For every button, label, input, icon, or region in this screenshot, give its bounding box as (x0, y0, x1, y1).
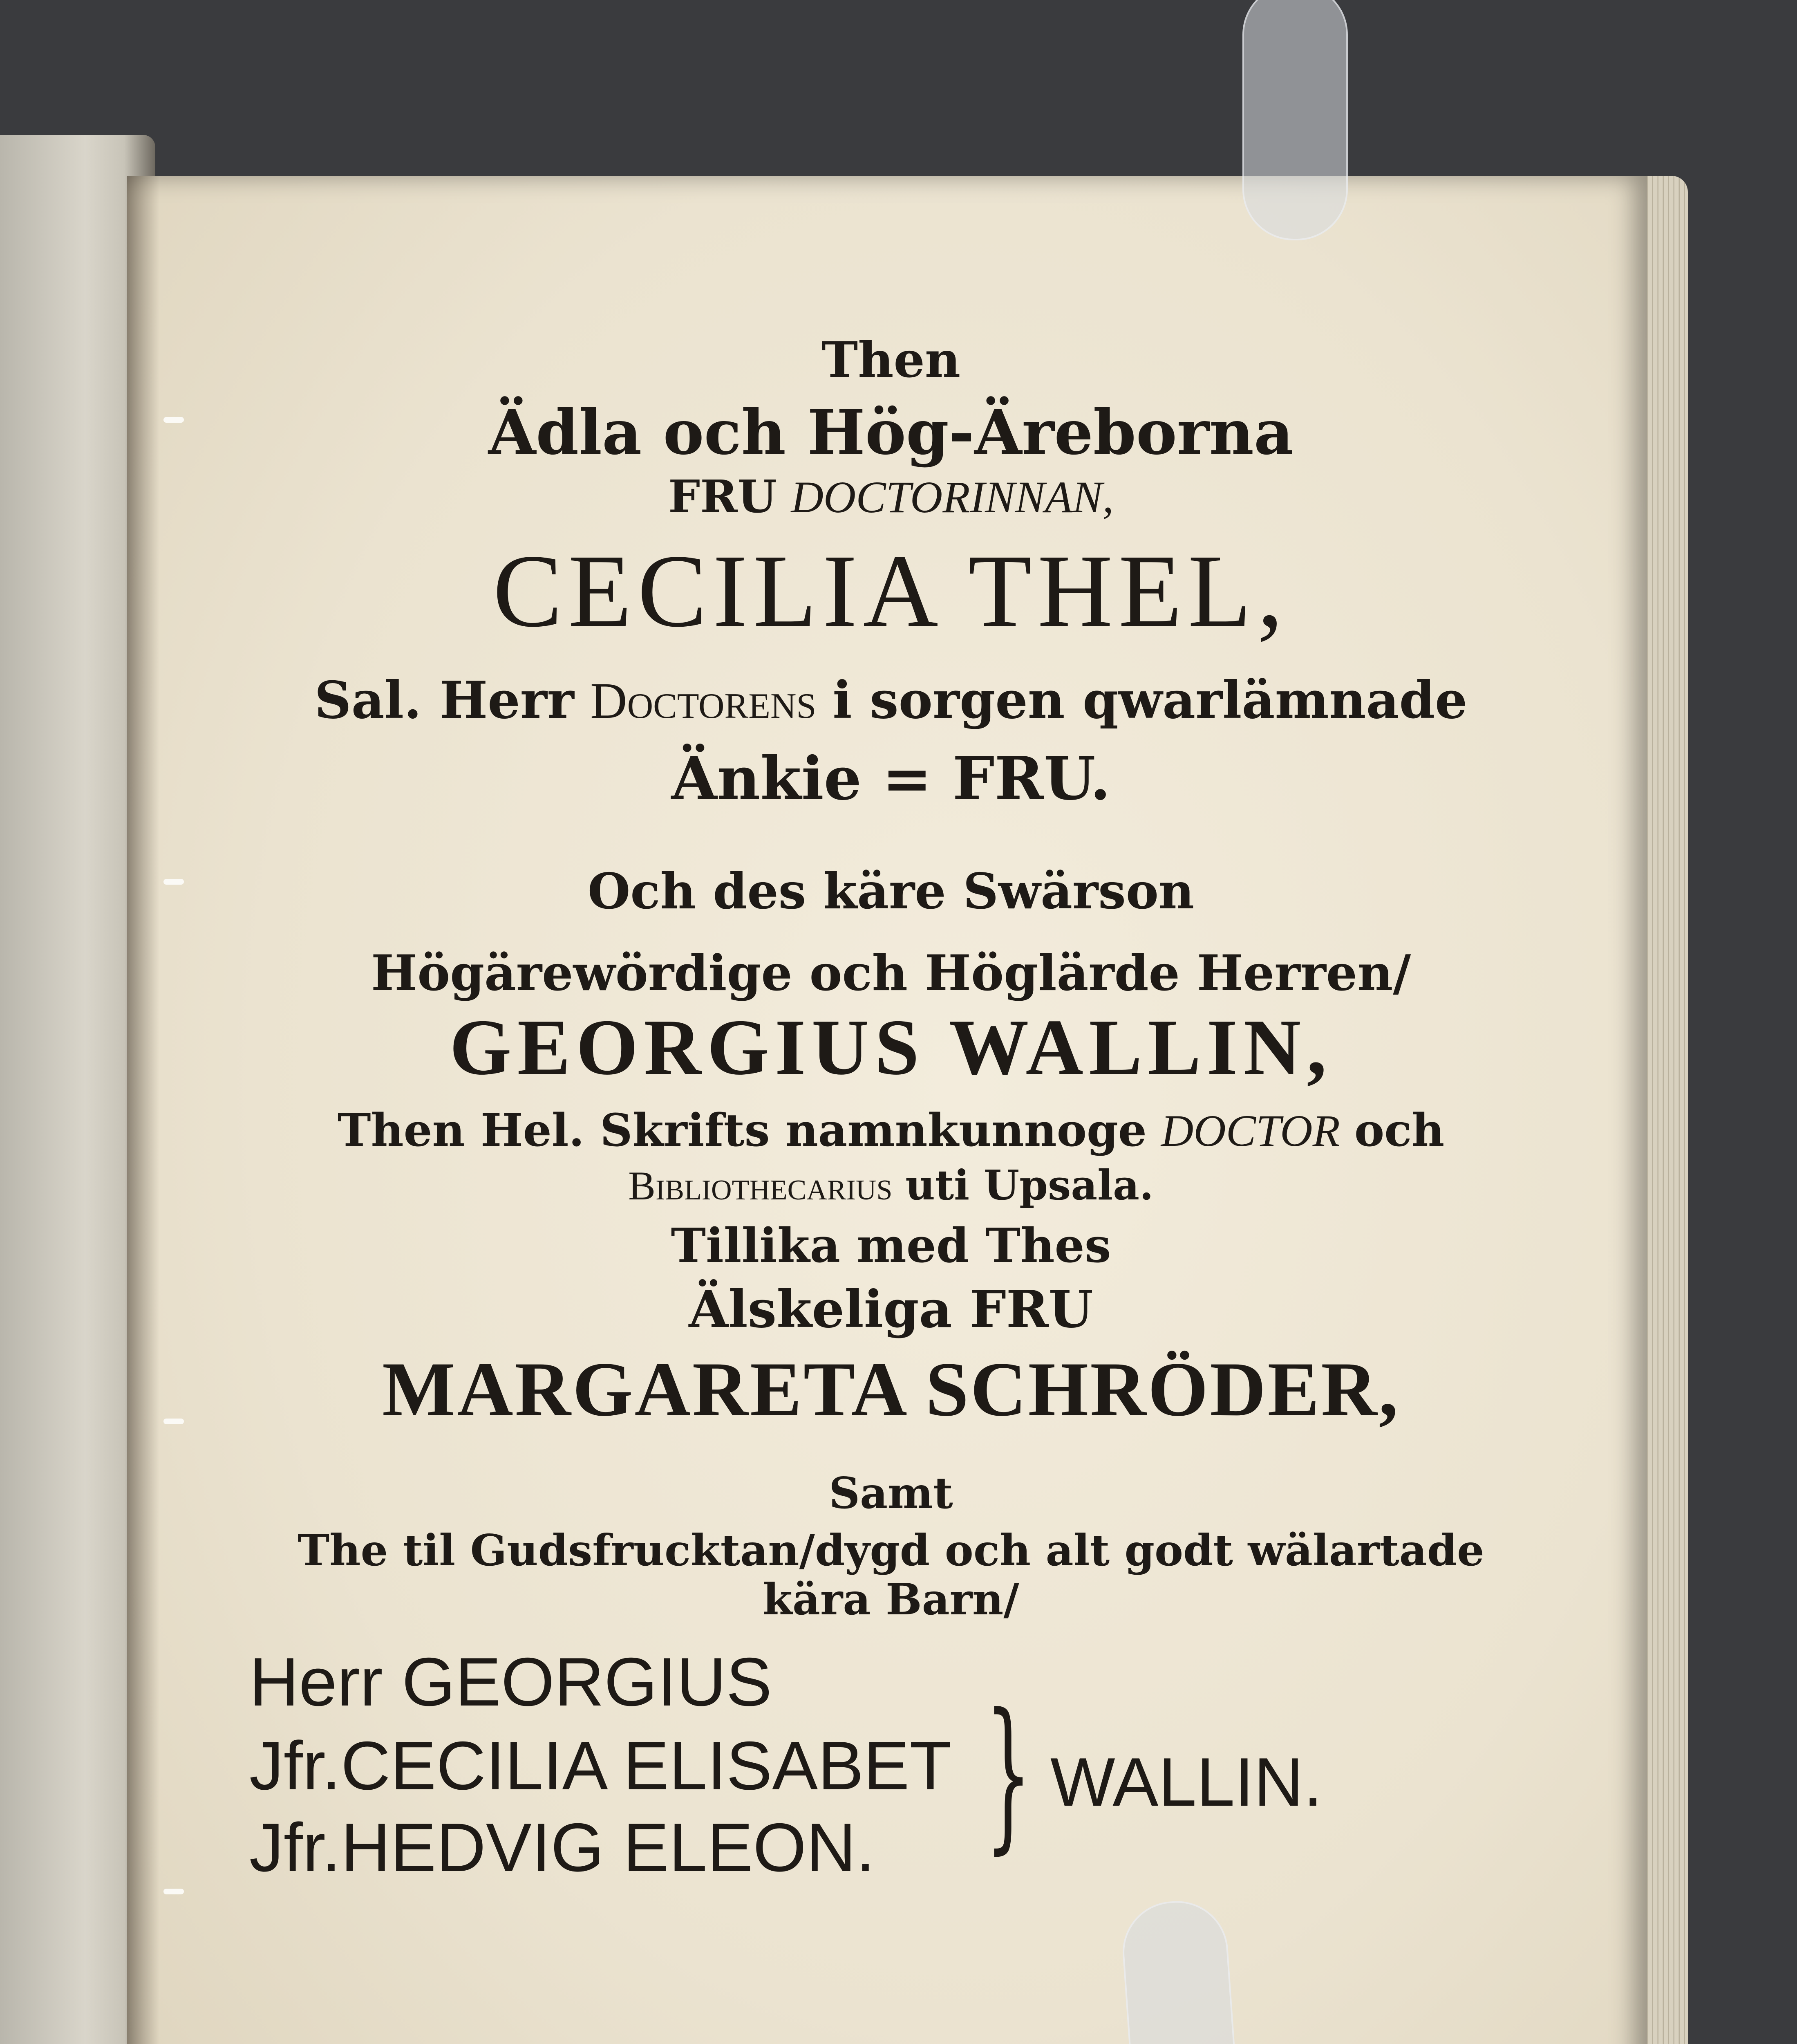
child-name-georgius: Herr GEORGIUS (249, 1643, 772, 1720)
doctorinnan-word: DOCTORINNAN, (791, 472, 1114, 522)
title-line-hel-skrifts (155, 1104, 1627, 1157)
bibliothecarius-word: Bibliothecarius (628, 1163, 893, 1208)
title-line-samt: Samt (829, 1468, 953, 1518)
title-line-sal-herr (155, 670, 1627, 731)
title-line-doctorinnan (155, 470, 1627, 523)
och-word: och (1354, 1104, 1445, 1156)
name-margareta-schroder: MARGARETA SCHRÖDER, (382, 1347, 1400, 1432)
name-cecilia-thel: CECILIA THEL, (493, 533, 1289, 649)
grouping-brace: } (985, 1679, 1032, 1869)
doctor-word: DOCTOR (1161, 1106, 1340, 1156)
hel-skrifts-text: Then Hel. Skrifts namnkunnoge (337, 1104, 1147, 1156)
uti-upsala-text: uti Upsala. (905, 1161, 1154, 1209)
sal-herr-text: Sal. Herr (314, 670, 574, 730)
child-name-hedvig-eleon: Jfr.HEDVIG ELEON. (249, 1809, 875, 1886)
name-georgius-wallin: GEORGIUS WALLIN, (449, 1003, 1333, 1091)
fru-word: FRU (668, 470, 777, 523)
children-names-block (249, 1643, 1353, 1886)
title-line-kara-barn: kära Barn/ (763, 1574, 1019, 1625)
title-line-tillika: Tillika med Thes (671, 1218, 1111, 1273)
title-line-hogarewordige: Högärewördige och Höglärde Herren/ (371, 944, 1411, 1002)
title-line-gudsfrucktan: The til Gudsfrucktan/dygd och alt godt wälartade (298, 1525, 1484, 1576)
doctorens-text: Doctorens (590, 673, 817, 729)
title-line-honorific: Ädla och Hög-Äreborna (488, 397, 1294, 468)
family-surname-wallin: WALLIN. (1050, 1744, 1323, 1820)
child-name-cecilia-elisabet: Jfr.CECILIA ELISABET (249, 1727, 951, 1804)
title-line-ankie-fru: Änkie = FRU. (671, 744, 1111, 814)
title-line-alskeliga-fru: Älskeliga FRU (689, 1280, 1093, 1339)
title-line-then: Then (821, 331, 961, 389)
binding-stitch (163, 1889, 184, 1894)
binding-gutter (127, 176, 159, 2044)
title-line-swarson: Och des käre Swärson (587, 863, 1195, 920)
sorgen-text: i sorgen qwarlämnade (832, 670, 1468, 730)
page-holder-clip-top (1242, 0, 1348, 240)
title-line-bibliothecarius (155, 1161, 1627, 1209)
